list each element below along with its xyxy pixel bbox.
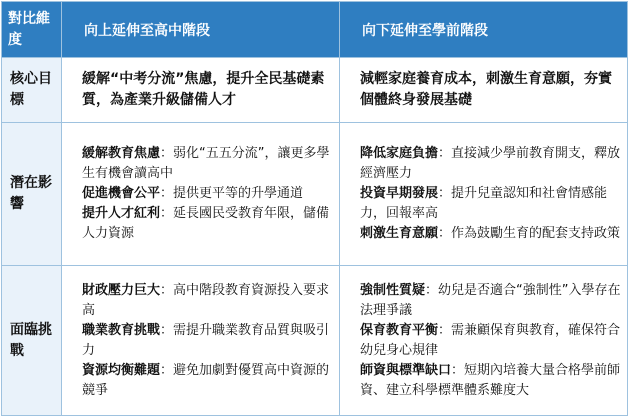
item-term: 投資早期發展 (360, 186, 439, 201)
list-item (82, 321, 333, 361)
core-goal-down: 減輕家庭養育成本，刺激生育意願，夯實個體終身發展基礎 (340, 58, 628, 123)
item-term: 財政壓力巨大 (82, 282, 161, 298)
header-down (340, 2, 628, 58)
item-term: 強制性質疑 (360, 282, 426, 298)
item-text: ：弱化“五五分流”，讓更多學生有機會讀高中 (82, 146, 330, 181)
item-term: 資源均衡難題 (82, 362, 161, 378)
row-label: 核心目標 (2, 58, 62, 123)
header-corner (2, 2, 62, 58)
list-item (82, 281, 333, 321)
row-impact (2, 123, 628, 266)
item-text: ：直接減少學前教育開支，釋放經濟壓力 (360, 146, 621, 181)
item-term: 緩解教育焦慮 (82, 146, 161, 161)
item-term: 保育教育平衡 (360, 322, 439, 338)
list-item (360, 321, 621, 361)
list-item (82, 184, 333, 204)
row-core-goal (2, 58, 628, 123)
item-text: ：高中階段教育資源投入要求高 (82, 282, 330, 318)
impact-down (340, 123, 628, 266)
list-item (360, 184, 621, 224)
col-down-label: 向下延伸至學前階段 (362, 22, 488, 39)
list-item (360, 361, 621, 401)
item-term: 提升人才紅利 (82, 206, 161, 221)
comparison-table (1, 1, 628, 416)
item-text: ：需提升職業教育品質與吸引力 (82, 322, 330, 358)
list-item (82, 204, 333, 244)
item-text: ：避免加劇對優質高中資源的競爭 (82, 362, 330, 398)
row-label: 面臨挑戰 (2, 266, 62, 416)
core-goal-up: 緩解“中考分流”焦慮，提升全民基礎素質，為產業升級儲備人才 (62, 58, 340, 123)
challenges-down (340, 266, 628, 416)
list-item (360, 281, 621, 321)
corner-label: 對比維度 (8, 10, 50, 48)
item-text: ：延長國民受教育年限，儲備人力資源 (82, 206, 330, 241)
item-term: 職業教育挑戰 (82, 322, 161, 338)
item-text: ：作為鼓勵生育的配套支持政策 (438, 226, 621, 241)
col-up-label: 向上延伸至高中階段 (84, 22, 210, 39)
item-text: ：提供更平等的升學通道 (160, 186, 304, 201)
list-item (360, 144, 621, 184)
header-row (2, 2, 628, 58)
impact-up (62, 123, 340, 266)
item-text: ：提升兒童認知和社會情感能力，回報率高 (360, 186, 608, 221)
list-item (82, 144, 333, 184)
item-text: ：幼兒是否適合“強制性”入學存在法理爭議 (360, 282, 621, 318)
item-term: 降低家庭負擔 (360, 146, 439, 161)
item-term: 刺激生育意願 (360, 226, 439, 241)
list-item (360, 224, 621, 244)
row-challenges (2, 266, 628, 416)
item-term: 促進機會公平 (82, 186, 161, 201)
item-text: ：短期內培養大量合格學前師資、建立科學標準體系難度大 (360, 362, 621, 398)
item-text: ：需兼顧保育與教育，確保符合幼兒身心規律 (360, 322, 621, 358)
list-item (82, 361, 333, 401)
item-term: 師資與標準缺口 (360, 362, 452, 378)
challenges-up (62, 266, 340, 416)
header-up (62, 2, 340, 58)
row-label: 潛在影響 (2, 123, 62, 266)
